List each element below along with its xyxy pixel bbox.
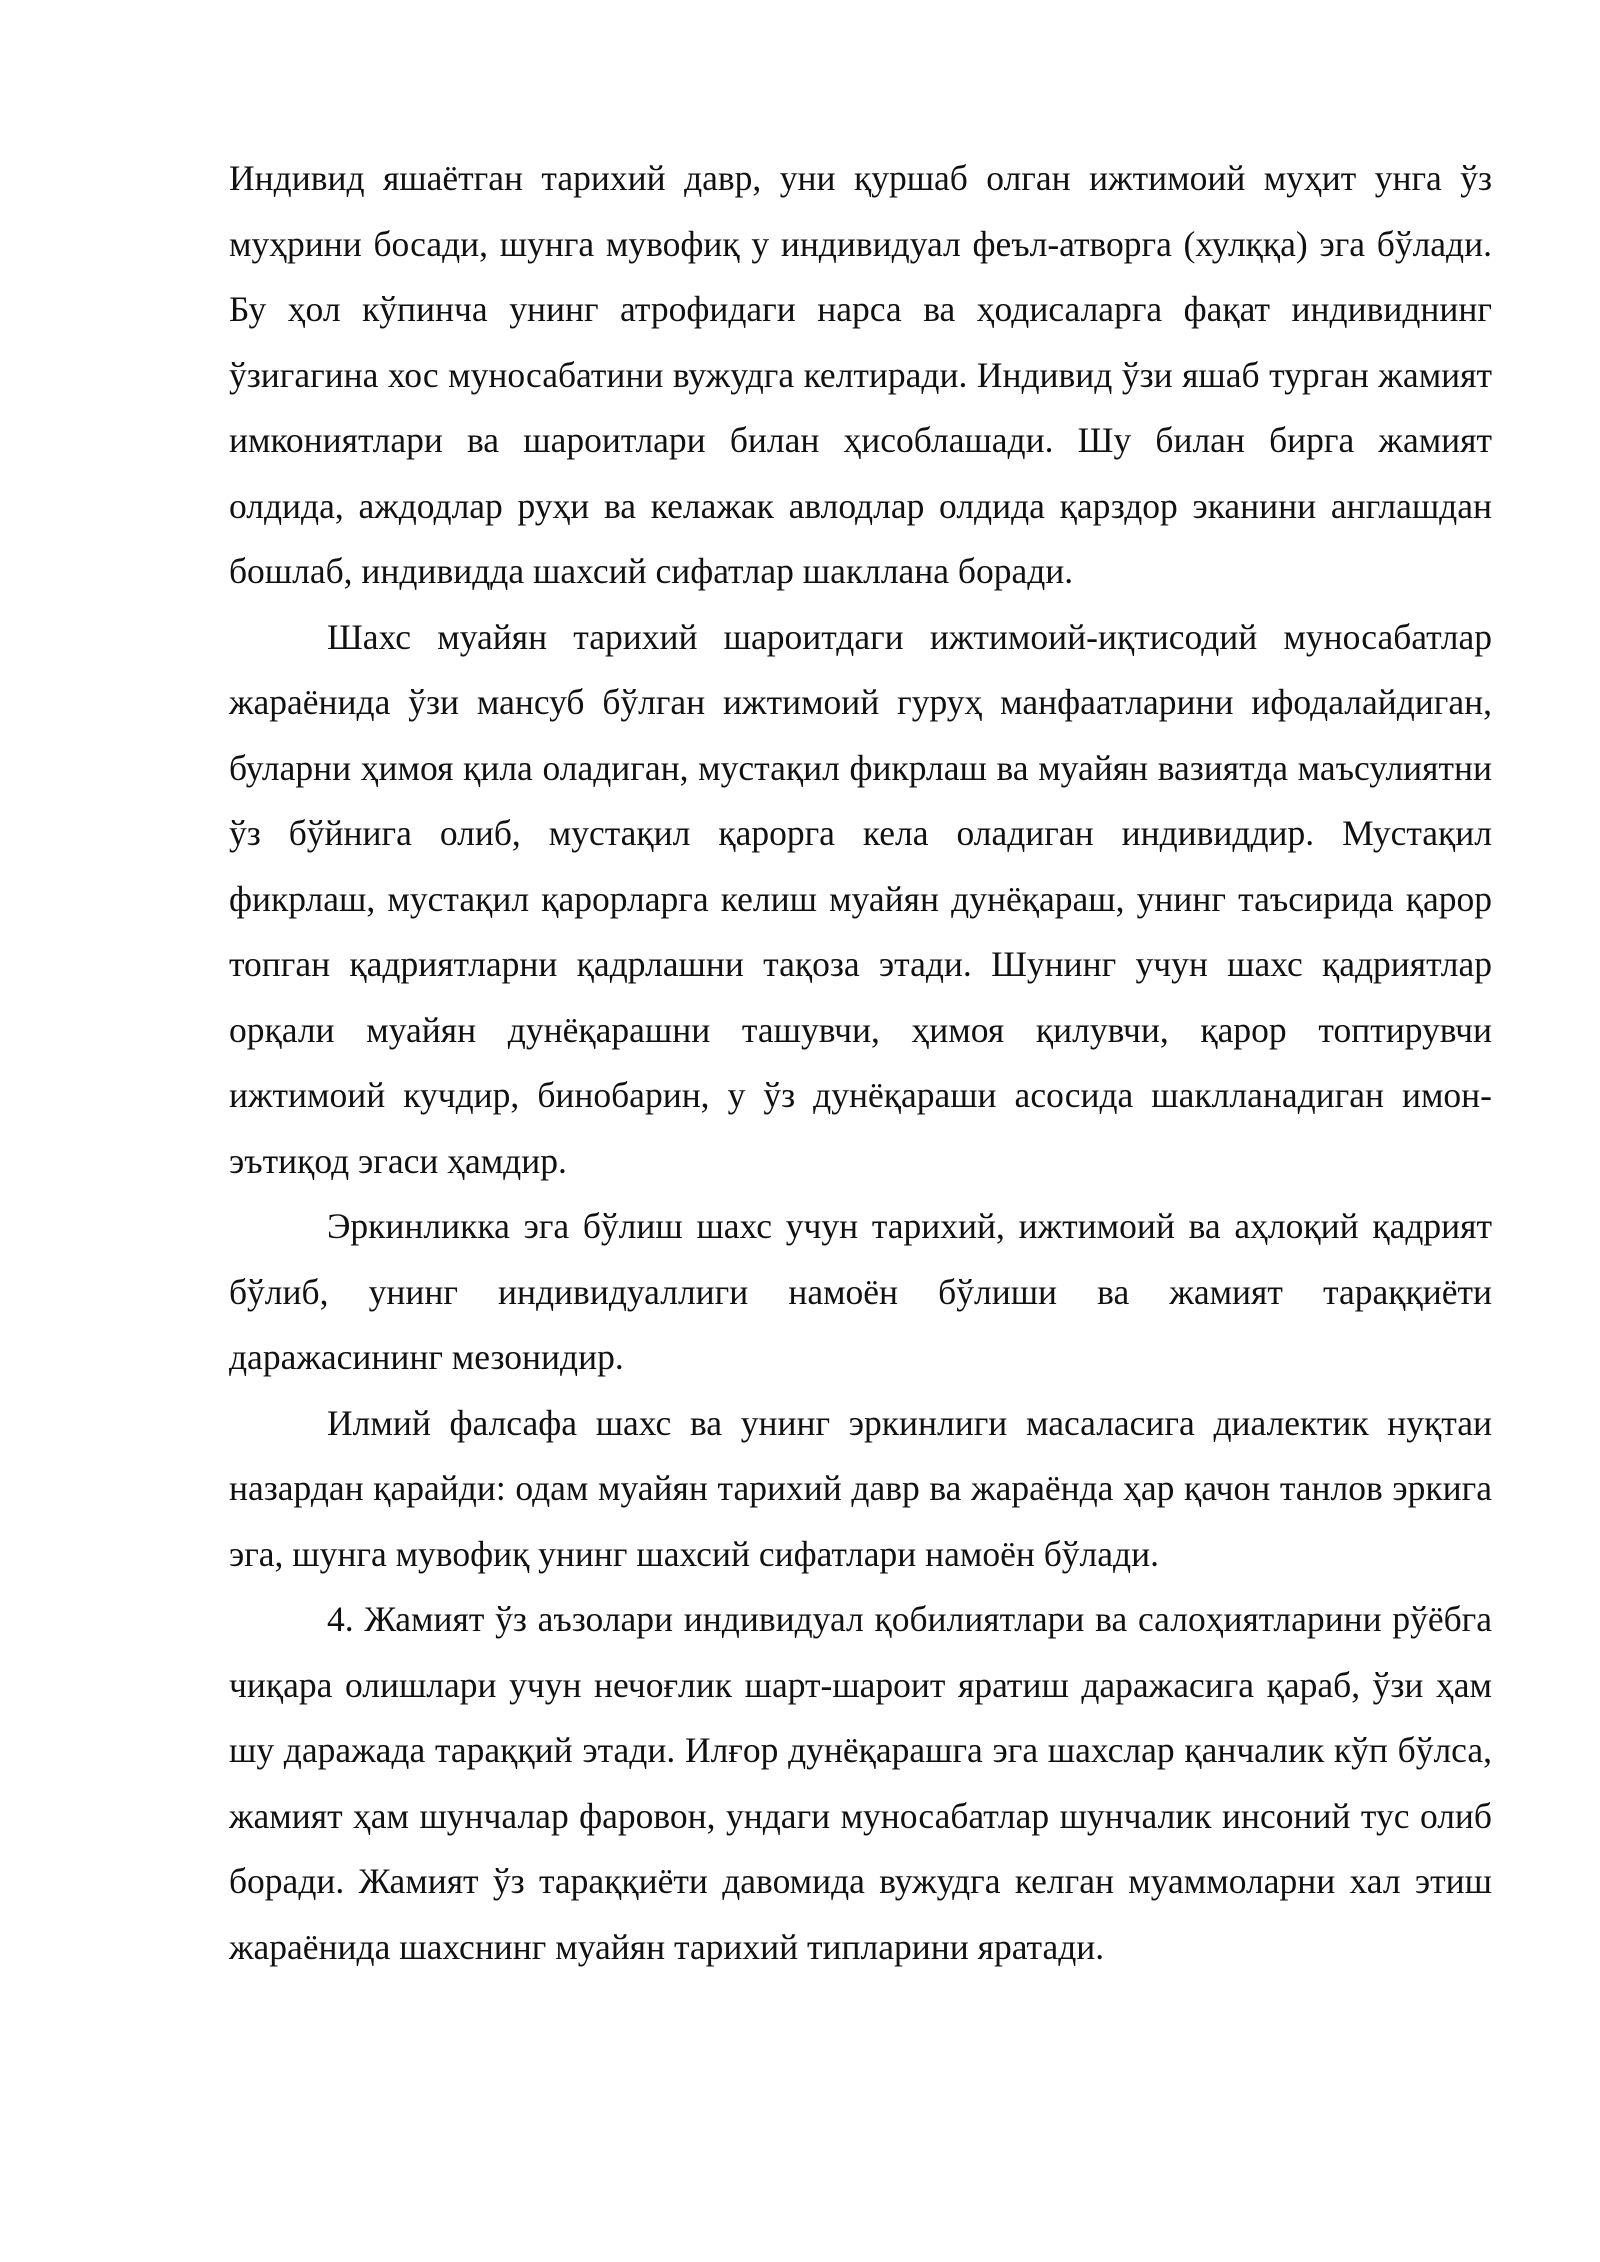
paragraph-1: Индивид яшаётган тарихий давр, уни қуршаб олган ижтимоий муҳит унга ўз муҳрини босади, шунга мувофиқ у индивидуал феъл-атворга (хулққа) эга бўлади. Бу ҳол кўпинча унинг атрофидаги нарса ва ҳодисаларга фақат индивиднинг ўзигагина хос муносабатини вужудга келтиради. Индивид ўзи яшаб турган жамият имкониятлари ва шароитлари билан ҳисоблашади. Шу билан бирга жамият олдида, аждодлар руҳи ва келажак авлодлар олдида қарздор эканини англашдан бошлаб, индивидда шахсий сифатлар шакллана боради. [229,158,1492,591]
paragraph-5: 4. Жамият ўз аъзолари индивидуал қобилиятлари ва салоҳиятларини рўёбга чиқара олишлари учун нечоғлик шарт-шароит яратиш даражасига қараб, ўзи ҳам шу даражада тараққий этади. Илғор дунёқарашга эга шахслар қанчалик кўп бўлса, жамият ҳам шунчалар фаровон, ундаги муносабатлар шунчалик инсоний тус олиб боради. Жамият ўз тараққиёти давомида вужудга келган муаммоларни хал этиш жараёнида шахснинг муайян тарихий типларини яратади. [229,1599,1492,1967]
paragraph-2: Шахс муайян тарихий шароитдаги ижтимоий-иқтисодий муносабатлар жараёнида ўзи мансуб бўлган ижтимоий гуруҳ манфаатларини ифодалайдиган, буларни ҳимоя қила оладиган, мустақил фикрлаш ва муайян вазиятда маъсулиятни ўз бўйнига олиб, мустақил қарорга кела оладиган индивиддир. Мустақил фикрлаш, мустақил қарорларга келиш муайян дунёқараш, унинг таъсирида қарор топган қадриятларни қадрлашни тақоза этади. Шунинг учун шахс қадриятлар орқали муайян дунёқарашни ташувчи, ҳимоя қилувчи, қарор топтирувчи ижтимоий кучдир, бинобарин, у ўз дунёқараши асосида шаклланадиган имон-эътиқод эгаси ҳамдир. [229,616,1492,1181]
paragraph-4: Илмий фалсафа шахс ва унинг эркинлиги масаласига диалектик нуқтаи назардан қарайди: одам муайян тарихий давр ва жараёнда ҳар қачон танлов эркига эга, шунга мувофиқ унинг шахсий сифатлари намоён бўлади. [229,1402,1492,1574]
paragraph-3: Эркинликка эга бўлиш шахс учун тарихий, ижтимоий ва аҳлоқий қадрият бўлиб, унинг индивидуаллиги намоён бўлиши ва жамият тараққиёти даражасининг мезонидир. [229,1206,1492,1377]
document-body [229,146,1492,1980]
